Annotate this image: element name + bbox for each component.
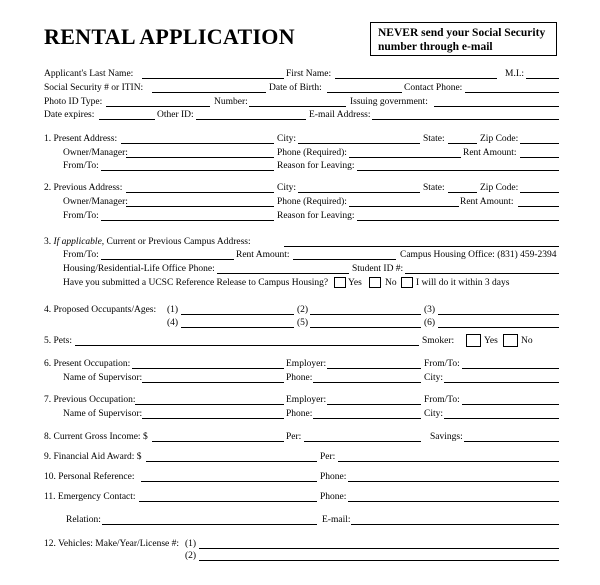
id-number-field[interactable] [249, 106, 346, 107]
previous-phone-field[interactable] [349, 206, 459, 207]
relation-field[interactable] [102, 524, 317, 525]
email-field[interactable] [372, 119, 559, 120]
income-per-label: Per: [286, 432, 302, 442]
reference-phone-label: Phone: [320, 472, 347, 482]
previous-owner-row [0, 196, 600, 208]
emergency-email-label: E-mail: [322, 515, 351, 525]
previous-fromto-field[interactable] [101, 220, 274, 221]
previous-address-row [0, 182, 600, 194]
previous-zip-label: Zip Code: [480, 183, 519, 193]
pets-label: 5. Pets: [44, 336, 72, 346]
ssn-label: Social Security # or ITIN: [44, 83, 144, 93]
emergency-email-field[interactable] [351, 524, 559, 525]
campus-label [44, 236, 251, 248]
contact-phone-field[interactable] [465, 92, 559, 93]
present-owner-row [0, 147, 600, 159]
previous-occupation-label: 7. Previous Occupation: [44, 395, 136, 405]
present-occupation-row [0, 358, 600, 370]
previous-city-label: City: [277, 183, 297, 193]
student-id-label: Student ID #: [352, 264, 404, 274]
present-occ-phone-field[interactable] [313, 382, 421, 383]
smoker-yes-checkbox[interactable] [466, 334, 481, 347]
occupants-label: 4. Proposed Occupants/Ages: [44, 305, 157, 315]
other-id-field[interactable] [196, 119, 306, 120]
applicant-name-row [0, 68, 600, 80]
occupants-row-2 [0, 317, 600, 329]
reference-field[interactable] [141, 481, 317, 482]
present-fromto-label: From/To: [63, 161, 99, 171]
previous-occ-city-label: City: [424, 409, 444, 419]
present-phone-label: Phone (Required): [277, 148, 347, 158]
savings-field[interactable] [464, 441, 559, 442]
occupant-3-num: (3) [424, 305, 436, 315]
present-supervisor-row [0, 372, 600, 384]
previous-occupation-field[interactable] [135, 404, 284, 405]
smoker-yes-label: Yes [484, 336, 498, 346]
previous-fromto-row [0, 210, 600, 222]
campus-phone-row [0, 263, 600, 275]
campus-fromto-label: From/To: [63, 250, 99, 260]
present-address-label: 1. Present Address: [44, 134, 118, 144]
campus-num: 3. [44, 237, 52, 247]
vehicles-row-1 [0, 538, 600, 550]
campus-if-applicable: If applicable, [53, 237, 105, 247]
campus-label-rest: Current or Previous Campus Address: [106, 237, 251, 247]
present-occ-city-label: City: [424, 373, 444, 383]
emergency-label: 11. Emergency Contact: [44, 492, 136, 502]
occupant-4-field[interactable] [181, 327, 294, 328]
income-field[interactable] [152, 441, 284, 442]
occupant-1-field[interactable] [181, 314, 294, 315]
dob-field[interactable] [327, 92, 402, 93]
relation-row [0, 514, 600, 526]
ssn-warning-line-1: NEVER send your Social Security [378, 27, 546, 39]
present-state-label: State: [423, 134, 445, 144]
previous-fromto-label: From/To: [63, 211, 99, 221]
issuing-gov-label: Issuing government: [350, 97, 428, 107]
emergency-phone-field[interactable] [348, 501, 559, 502]
id-number-label: Number: [214, 97, 248, 107]
previous-reason-field[interactable] [357, 220, 559, 221]
campus-fromto-field[interactable] [101, 259, 234, 260]
previous-supervisor-row [0, 408, 600, 420]
release-will-do-checkbox[interactable] [401, 277, 413, 288]
previous-occ-fromto-field[interactable] [462, 404, 559, 405]
present-occ-fromto-field[interactable] [462, 368, 559, 369]
aid-field[interactable] [146, 461, 317, 462]
previous-phone-label: Phone (Required): [277, 197, 347, 207]
occupant-2-num: (2) [297, 305, 309, 315]
present-supervisor-label: Name of Supervisor: [63, 373, 143, 383]
previous-occ-fromto-label: From/To: [424, 395, 460, 405]
occupant-1-num: (1) [167, 305, 179, 315]
form-title: RENTAL APPLICATION [44, 24, 295, 49]
previous-occupation-row [0, 394, 600, 406]
present-supervisor-field[interactable] [142, 382, 284, 383]
emergency-phone-label: Phone: [320, 492, 347, 502]
occupants-row-1 [0, 304, 600, 316]
present-occ-city-field[interactable] [444, 382, 559, 383]
ssn-warning-box [370, 22, 557, 56]
previous-address-label: 2. Previous Address: [44, 183, 123, 193]
photo-id-type-field[interactable] [106, 106, 210, 107]
present-owner-label: Owner/Manager: [63, 148, 128, 158]
campus-fromto-row [0, 249, 600, 261]
previous-supervisor-field[interactable] [142, 418, 284, 419]
occupant-6-num: (6) [424, 318, 436, 328]
previous-occ-phone-label: Phone: [286, 409, 313, 419]
smoker-no-checkbox[interactable] [503, 334, 518, 347]
previous-reason-label: Reason for Leaving: [277, 211, 355, 221]
issuing-gov-field[interactable] [434, 106, 559, 107]
present-phone-field[interactable] [349, 157, 461, 158]
previous-employer-field[interactable] [327, 404, 421, 405]
reference-row [0, 471, 600, 483]
present-city-field[interactable] [298, 143, 420, 144]
present-employer-field[interactable] [327, 368, 421, 369]
present-rent-label: Rent Amount: [463, 148, 517, 158]
date-expires-label: Date expires: [44, 110, 95, 120]
present-zip-label: Zip Code: [480, 134, 519, 144]
smoker-label: Smoker: [422, 336, 455, 346]
contact-phone-label: Contact Phone: [404, 83, 463, 93]
release-no-label: No [385, 278, 397, 288]
emergency-row [0, 491, 600, 503]
campus-address-field[interactable] [284, 246, 559, 247]
smoker-no-label: No [521, 336, 533, 346]
present-reason-field[interactable] [357, 170, 559, 171]
reference-label: 10. Personal Reference: [44, 472, 135, 482]
aid-row [0, 451, 600, 463]
first-name-field[interactable] [335, 78, 497, 79]
reference-phone-field[interactable] [348, 481, 559, 482]
relation-label: Relation: [66, 515, 101, 525]
release-question: Have you submitted a UCSC Reference Release to Campus Housing? [63, 278, 329, 288]
present-fromto-row [0, 160, 600, 172]
dob-label: Date of Birth: [269, 83, 322, 93]
campus-release-row [0, 277, 600, 289]
photo-id-type-label: Photo ID Type: [44, 97, 103, 107]
first-name-label: First Name: [286, 69, 332, 79]
applicant-ssn-row [0, 82, 600, 94]
vehicle-1-field[interactable] [199, 548, 559, 549]
applicant-expires-row [0, 109, 600, 121]
pets-field[interactable] [75, 345, 419, 346]
present-employer-label: Employer: [286, 359, 327, 369]
other-id-label: Other ID: [157, 110, 194, 120]
present-reason-label: Reason for Leaving: [277, 161, 355, 171]
previous-employer-label: Employer: [286, 395, 327, 405]
previous-address-field[interactable] [126, 192, 274, 193]
present-address-row [0, 133, 600, 145]
previous-owner-label: Owner/Manager: [63, 197, 128, 207]
income-per-field[interactable] [304, 441, 421, 442]
previous-occ-phone-field[interactable] [313, 418, 421, 419]
previous-supervisor-label: Name of Supervisor: [63, 409, 143, 419]
campus-address-row [0, 236, 600, 248]
release-will-do-label: I will do it within 3 days [416, 278, 510, 288]
aid-label: 9. Financial Aid Award: $ [44, 452, 142, 462]
release-no-checkbox[interactable] [369, 277, 381, 288]
aid-per-label: Per: [320, 452, 336, 462]
previous-occ-city-field[interactable] [444, 418, 559, 419]
pets-row [0, 335, 600, 347]
email-label: E-mail Address: [309, 110, 371, 120]
vehicles-label: 12. Vehicles: Make/Year/License #: [44, 539, 179, 549]
res-life-phone-label: Housing/Residential-Life Office Phone: [63, 264, 215, 274]
occupant-3-field[interactable] [438, 314, 559, 315]
last-name-field[interactable] [142, 78, 284, 79]
previous-state-label: State: [423, 183, 445, 193]
vehicle-1-num: (1) [185, 539, 197, 549]
mi-label: M.I.: [505, 69, 524, 79]
vehicle-2-field[interactable] [199, 560, 559, 561]
previous-owner-field[interactable] [126, 206, 274, 207]
present-occupation-field[interactable] [132, 368, 284, 369]
release-yes-checkbox[interactable] [334, 277, 346, 288]
income-row [0, 431, 600, 443]
ssn-warning-line-2: number through e-mail [378, 41, 493, 53]
vehicle-2-num: (2) [185, 551, 197, 561]
present-city-label: City: [277, 134, 297, 144]
present-zip-field[interactable] [520, 143, 559, 144]
campus-rent-field[interactable] [293, 259, 396, 260]
present-fromto-field[interactable] [101, 170, 274, 171]
ssn-field[interactable] [152, 92, 266, 93]
present-occ-phone-label: Phone: [286, 373, 313, 383]
last-name-label: Applicant's Last Name: [44, 69, 134, 79]
campus-rent-label: Rent Amount: [236, 250, 290, 260]
savings-label: Savings: [430, 432, 463, 442]
occupant-2-field[interactable] [310, 314, 421, 315]
occupant-5-field[interactable] [310, 327, 421, 328]
present-address-field[interactable] [121, 143, 274, 144]
res-life-phone-field[interactable] [217, 273, 349, 274]
present-occ-fromto-label: From/To: [424, 359, 460, 369]
mi-field[interactable] [526, 78, 559, 79]
date-expires-field[interactable] [99, 119, 155, 120]
present-occupation-label: 6. Present Occupation: [44, 359, 131, 369]
aid-per-field[interactable] [338, 461, 559, 462]
present-rent-field[interactable] [520, 157, 559, 158]
occupant-4-num: (4) [167, 318, 179, 328]
applicant-id-row [0, 96, 600, 108]
previous-rent-field[interactable] [518, 206, 559, 207]
occupant-5-num: (5) [297, 318, 309, 328]
release-yes-label: Yes [348, 278, 362, 288]
income-label: 8. Current Gross Income: $ [44, 432, 148, 442]
present-owner-field[interactable] [126, 157, 274, 158]
emergency-field[interactable] [139, 501, 317, 502]
previous-city-field[interactable] [298, 192, 420, 193]
previous-rent-label: Rent Amount: [460, 197, 514, 207]
vehicles-row-2 [0, 550, 600, 562]
occupant-6-field[interactable] [438, 327, 559, 328]
student-id-field[interactable] [405, 273, 559, 274]
previous-state-field[interactable] [448, 192, 477, 193]
present-state-field[interactable] [448, 143, 477, 144]
previous-zip-field[interactable] [520, 192, 559, 193]
campus-housing-office: Campus Housing Office: (831) 459-2394 [400, 250, 557, 260]
